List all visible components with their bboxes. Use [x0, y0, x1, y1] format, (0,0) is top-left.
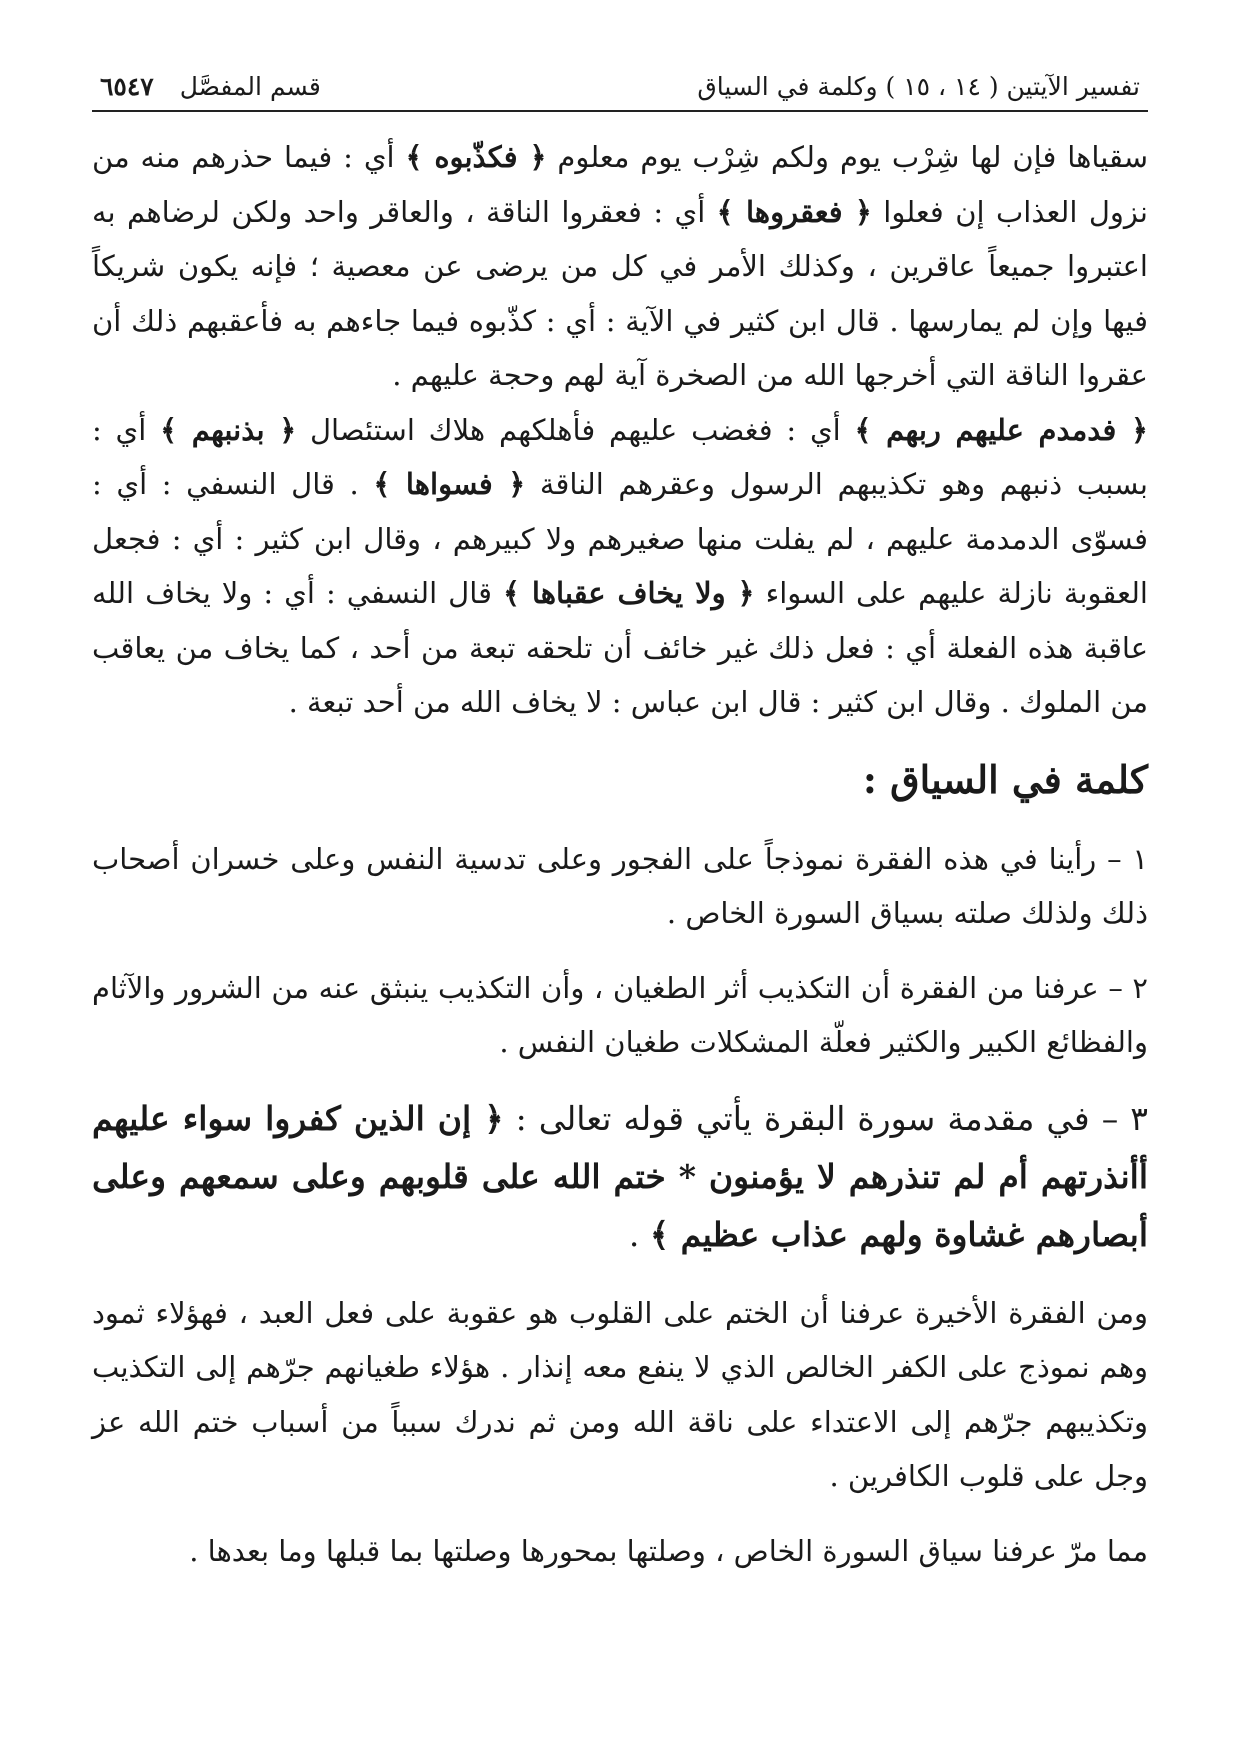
point-3-intro: ٣ – في مقدمة سورة البقرة يأتي قوله تعالى :: [503, 1098, 1148, 1138]
quran-quote: ﴿ فعقروها ﴾: [716, 194, 872, 229]
context-point-2: ٢ – عرفنا من الفقرة أن التكذيب أثر الطغيان ، وأن التكذيب ينبثق عنه من الشرور والآثام والفظائع الكبير والكثير فعلّة المشكلات طغيان النفس .: [92, 970, 1148, 1059]
tafsir-paragraph-1: [92, 130, 1148, 403]
commentary-text: أي : فغضب عليهم فأهلكهم هلاك استئصال: [296, 412, 855, 447]
commentary-text: أي : بسبب ذنبهم وهو تكذيبهم الرسول وعقرهم الناقة: [92, 412, 1149, 501]
section-name: قسم المفصَّل: [179, 72, 321, 101]
context-paragraph-4: ومن الفقرة الأخيرة عرفنا أن الختم على القلوب هو عقوبة على فعل العبد ، فهؤلاء ثمود وهم نموذج على الكفر الخالص الذي لا ينفع معه إنذار . هؤلاء طغيانهم جرّهم إلى التكذيب وتكذيبهم جرّهم إلى الاعتداء على ناقة الله ومن ثم ندرك سبباً من أسباب ختم الله عز وجل على قلوب الكافرين .: [92, 1295, 1148, 1493]
tafsir-paragraph-2: [92, 403, 1148, 730]
commentary-text: أي : فيما حذرهم منه من نزول العذاب إن فعلوا: [92, 140, 1148, 229]
running-header: [92, 52, 1148, 102]
commentary-text: قال النسفي : أي : ولا يخاف الله عاقبة هذه الفعلة أي : فعل ذلك غير خائف أن تلحقه تبعة من أحد ، كما يخاف من يعاقب من الملوك . وقال ابن كثير : قال ابن عباس : لا يخاف الله من أحد تبعة .: [92, 576, 1148, 719]
commentary-text: أي : فعقروا الناقة ، والعاقر واحد ولكن لرضاهم به اعتبروا جميعاً عاقرين ، وكذلك الأمر في كل من يرضى عن معصية ؛ فإنه يكون شريكاً فيها وإن لم يمارسها . قال ابن كثير في الآية : أي : كذّبوه فيما جاءهم به فأعقبهم ذلك أن عقروا الناقة التي أخرجها الله من الصخرة آية لهم وحجة عليهم .: [92, 194, 1148, 392]
commentary-text: سقياها فإن لها شِرْب يوم ولكم شِرْب يوم معلوم: [546, 140, 1148, 174]
quran-quote: ﴿ فدمدم عليهم ربهم ﴾: [854, 412, 1148, 447]
commentary-text: . قال النسفي : أي : فسوّى الدمدمة عليهم ، لم يفلت منها صغيرهم ولا كبيرهم ، وقال ابن كثير : أي : فجعل العقوبة نازلة عليهم على السواء: [92, 467, 1148, 610]
book-page: [92, 52, 1148, 1712]
context-paragraph-5: مما مرّ عرفنا سياق السورة الخاص ، وصلتها بمحورها وصلتها بما قبلها وما بعدها .: [189, 1533, 1148, 1568]
quran-quote: ﴿ فكذّبوه ﴾: [405, 140, 547, 174]
running-title: تفسير الآيتين ( ١٤ ، ١٥ ) وكلمة في السياق: [697, 72, 1140, 101]
quran-quote: ﴿ بذنبهم ﴾: [160, 412, 297, 447]
header-meta: [100, 72, 321, 102]
section-title: كلمة في السياق :: [862, 756, 1148, 802]
header-rule: [92, 110, 1148, 112]
page-number: ٦٥٤٧: [100, 72, 154, 101]
point-3-end: .: [628, 1214, 650, 1254]
quran-quote: ﴿ ولا يخاف عقباها ﴾: [502, 576, 755, 610]
quran-quote: ﴿ فسواها ﴾: [373, 467, 526, 501]
quran-quote-baqarah: ﴿ إن الذين كفروا سواء عليهم أأنذرتهم أم لم تنذرهم لا يؤمنون * ختم الله على قلوبهم وعلى سمعهم وعلى أبصارهم غشاوة ولهم عذاب عظيم ﴾: [92, 1098, 1148, 1254]
context-point-1: ١ – رأينا في هذه الفقرة نموذجاً على الفجور وعلى تدسية النفس وعلى خسران أصحاب ذلك ولذلك صلته بسياق السورة الخاص .: [92, 841, 1148, 930]
context-point-3: [92, 1090, 1148, 1264]
